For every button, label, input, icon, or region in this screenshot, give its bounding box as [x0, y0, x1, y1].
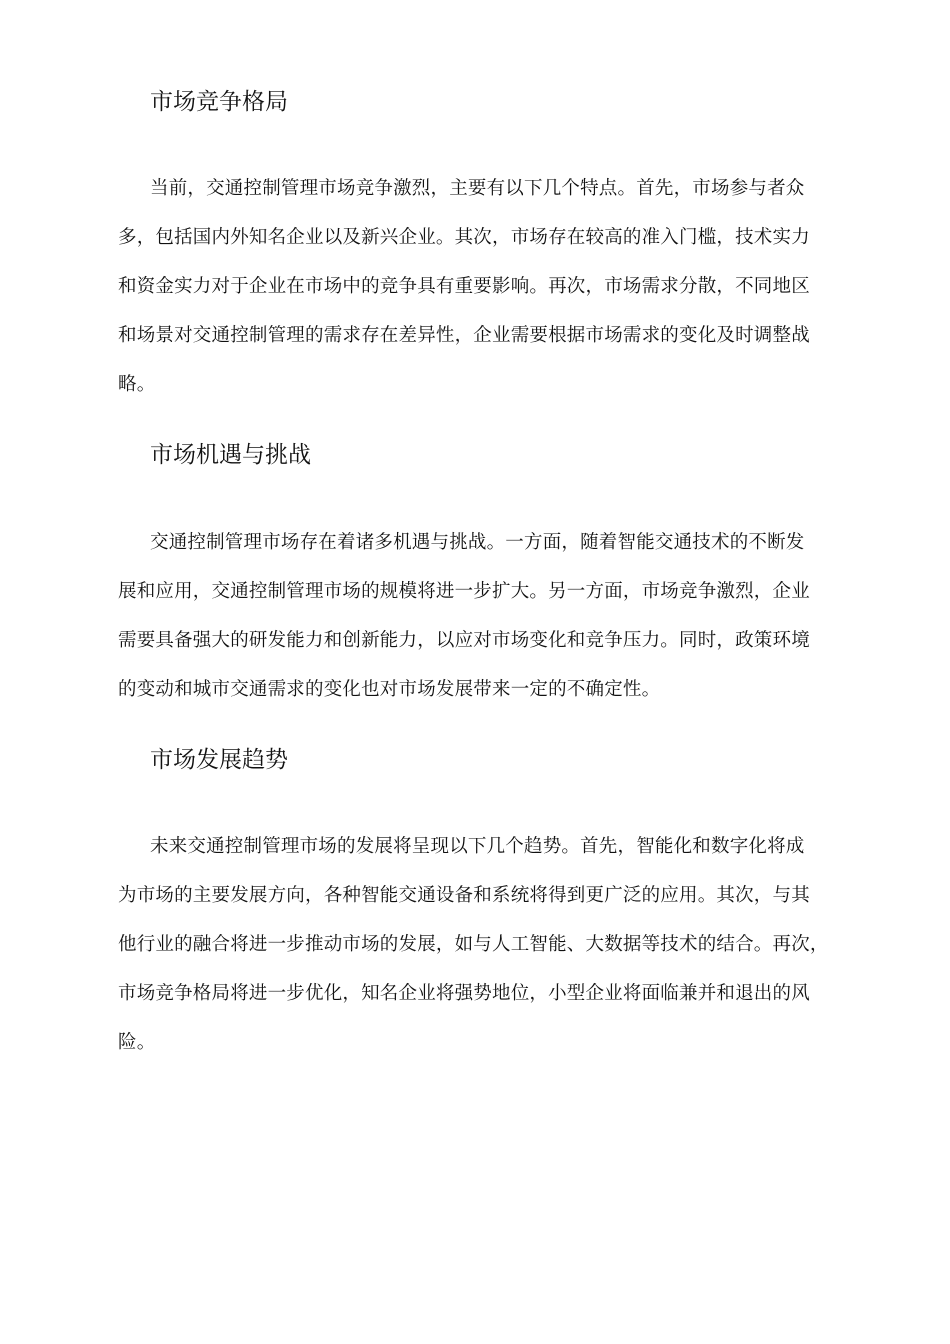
paragraph-line: 的变动和城市交通需求的变化也对市场发展带来一定的不确定性。 [118, 679, 661, 700]
section-heading-trends: 市场发展趋势 [150, 747, 288, 773]
paragraph-line: 和场景对交通控制管理的需求存在差异性，企业需要根据市场需求的变化及时调整战 [118, 325, 810, 346]
paragraph-line: 为市场的主要发展方向，各种智能交通设备和系统将得到更广泛的应用。其次，与其 [118, 885, 810, 906]
paragraph-line: 当前，交通控制管理市场竞争激烈，主要有以下几个特点。首先，市场参与者众 [150, 178, 805, 199]
section-heading-opportunities: 市场机遇与挑战 [150, 442, 311, 468]
paragraph-line: 未来交通控制管理市场的发展将呈现以下几个趋势。首先，智能化和数字化将成 [150, 836, 805, 857]
paragraph-line: 需要具备强大的研发能力和创新能力，以应对市场变化和竞争压力。同时，政策环境 [118, 630, 810, 651]
paragraph-line: 展和应用，交通控制管理市场的规模将进一步扩大。另一方面，市场竞争激烈，企业 [118, 581, 810, 602]
paragraph-line: 略。 [118, 374, 156, 395]
paragraph-line: 交通控制管理市场存在着诸多机遇与挑战。一方面，随着智能交通技术的不断发 [150, 532, 805, 553]
paragraph-line: 险。 [118, 1032, 156, 1053]
section-heading-competition: 市场竞争格局 [150, 89, 288, 115]
paragraph-line: 他行业的融合将进一步推动市场的发展，如与人工智能、大数据等技术的结合。再次， [118, 934, 829, 955]
paragraph-line: 和资金实力对于企业在市场中的竞争具有重要影响。再次，市场需求分散，不同地区 [118, 276, 810, 297]
paragraph-line: 市场竞争格局将进一步优化，知名企业将强势地位，小型企业将面临兼并和退出的风 [118, 983, 810, 1004]
paragraph-line: 多，包括国内外知名企业以及新兴企业。其次，市场存在较高的准入门槛，技术实力 [118, 227, 810, 248]
